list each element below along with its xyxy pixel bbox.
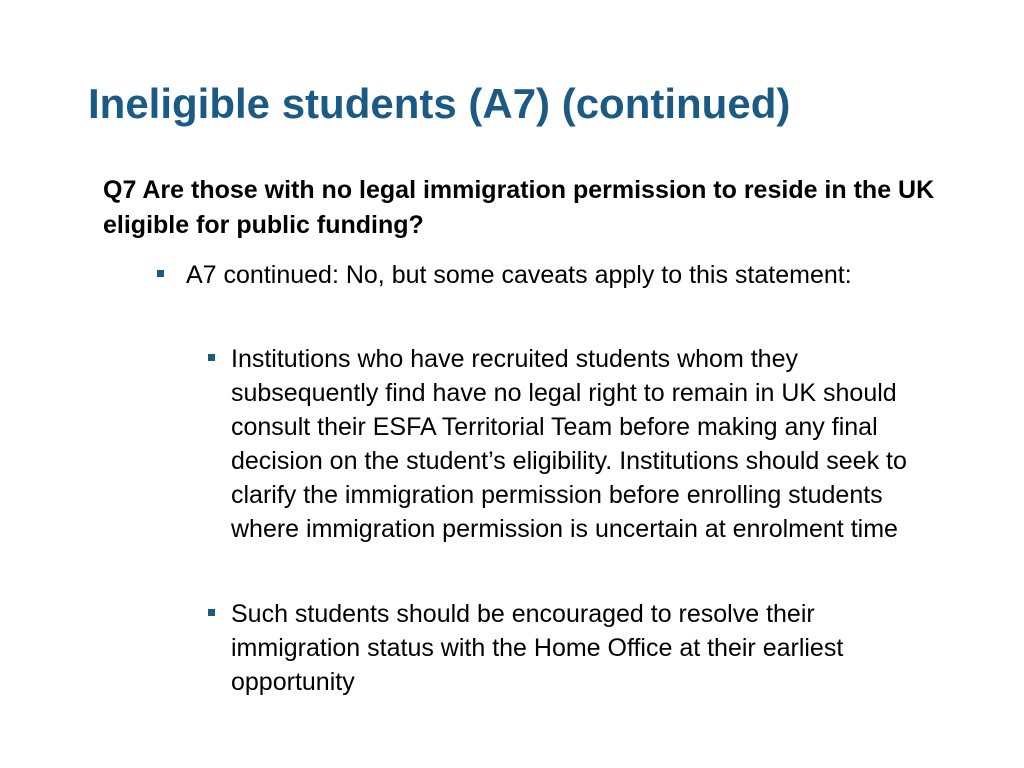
- square-bullet-icon: [157, 270, 164, 277]
- slide-title: Ineligible students (A7) (continued): [88, 80, 791, 127]
- sub-bullet-consult-territorial-team: Institutions who have recruited students whom they subsequently find have no legal right to remain in UK should consult their ESFA Territorial Team before making any final decision on the student’s eligibility. Institutions should seek to clarify the immigration permission before enrolling students where immigration permission is uncertain at enrolment time: [231, 345, 907, 543]
- bullet-a7: A7 continued: No, but some caveats apply to this statement:: [186, 261, 852, 289]
- square-bullet-icon: [208, 609, 215, 616]
- sub-bullet-resolve-status: Such students should be encouraged to resolve their immigration status with the Home Office at their earliest opportunity: [231, 600, 844, 696]
- question-text: Q7 Are those with no legal immigration permission to reside in the UK eligible for public funding?: [103, 176, 935, 239]
- square-bullet-icon: [208, 354, 215, 361]
